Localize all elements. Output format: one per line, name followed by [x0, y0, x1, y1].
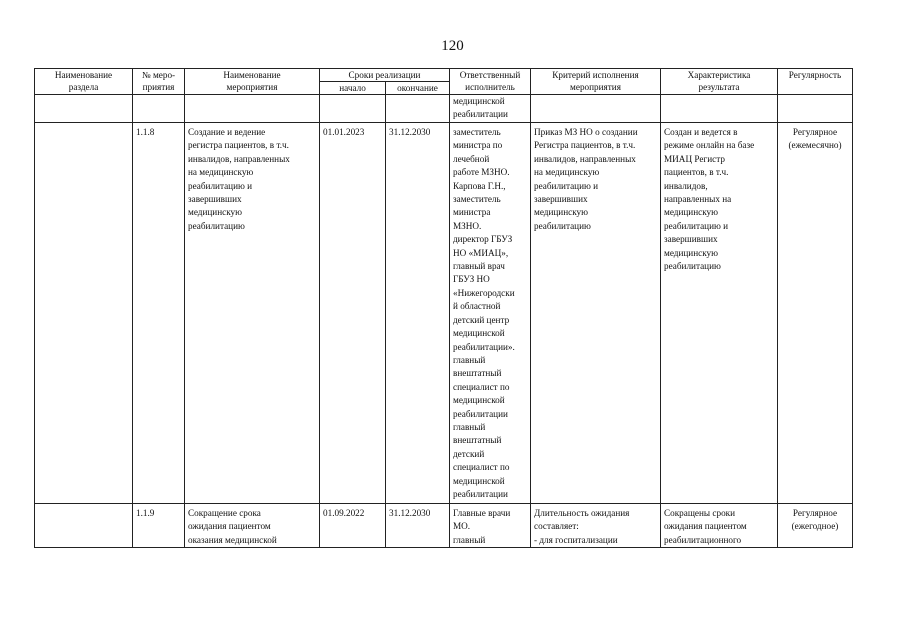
cell-result: Сокращены сроки ожидания пациентом реабилитационного: [661, 504, 778, 548]
cell-regularity: Регулярное (ежегодное): [778, 504, 853, 548]
header-event-number: № меро- приятия: [133, 69, 185, 95]
cell-section: [35, 95, 133, 123]
cell-end: 31.12.2030: [386, 504, 450, 548]
cell-name: [185, 95, 320, 123]
cell-end: 31.12.2030: [386, 123, 450, 504]
cell-criterion: Приказ МЗ НО о создании Регистра пациентов, в т.ч. инвалидов, направленных на медицинскую реабилитацию и завершивших медицинскую реабилитацию: [531, 123, 661, 504]
header-terms: Сроки реализации: [320, 69, 450, 82]
header-result: Характеристика результата: [661, 69, 778, 95]
header-event-name: Наименование мероприятия: [185, 69, 320, 95]
cell-responsible: Главные врачи МО. главный: [450, 504, 531, 548]
cell-responsible: заместитель министра по лечебной работе МЗНО. Карпова Г.Н., заместитель министра МЗНО. директор ГБУЗ НО «МИАЦ», главный врач ГБУЗ НО «Нижегородски й областной детский центр медицинской реабилитации». главный внештатный специалист по медицинской реабилитации главный внештатный детский специалист по медицинской реабилитации: [450, 123, 531, 504]
cell-number: [133, 95, 185, 123]
header-end: окончание: [386, 82, 450, 95]
cell-criterion: [531, 95, 661, 123]
header-regularity: Регулярность: [778, 69, 853, 95]
cell-section: [35, 504, 133, 548]
cell-number: 1.1.9: [133, 504, 185, 548]
cell-start: [320, 95, 386, 123]
table-row: [35, 95, 853, 123]
table-header-row: [35, 69, 853, 82]
cell-regularity: [778, 95, 853, 123]
cell-start: 01.01.2023: [320, 123, 386, 504]
cell-end: [386, 95, 450, 123]
cell-name: Сокращение срока ожидания пациентом оказания медицинской: [185, 504, 320, 548]
cell-number: 1.1.8: [133, 123, 185, 504]
header-criterion: Критерий исполнения мероприятия: [531, 69, 661, 95]
cell-name: Создание и ведение регистра пациентов, в т.ч. инвалидов, направленных на медицинскую реабилитацию и завершивших медицинскую реабилитацию: [185, 123, 320, 504]
activity-plan-table: [34, 68, 853, 548]
cell-section: [35, 123, 133, 504]
cell-responsible: медицинской реабилитации: [450, 95, 531, 123]
cell-regularity: Регулярное (ежемесячно): [778, 123, 853, 504]
table-row: [35, 123, 853, 504]
header-start: начало: [320, 82, 386, 95]
table-row: [35, 504, 853, 548]
header-section-name: Наименование раздела: [35, 69, 133, 95]
cell-start: 01.09.2022: [320, 504, 386, 548]
cell-result: [661, 95, 778, 123]
page-number: 120: [441, 38, 464, 54]
header-responsible: Ответственный исполнитель: [450, 69, 531, 95]
cell-result: Создан и ведется в режиме онлайн на базе МИАЦ Регистр пациентов, в т.ч. инвалидов, направленных на медицинскую реабилитацию и завершивших медицинскую реабилитацию: [661, 123, 778, 504]
cell-criterion: Длительность ожидания составляет: - для госпитализации: [531, 504, 661, 548]
